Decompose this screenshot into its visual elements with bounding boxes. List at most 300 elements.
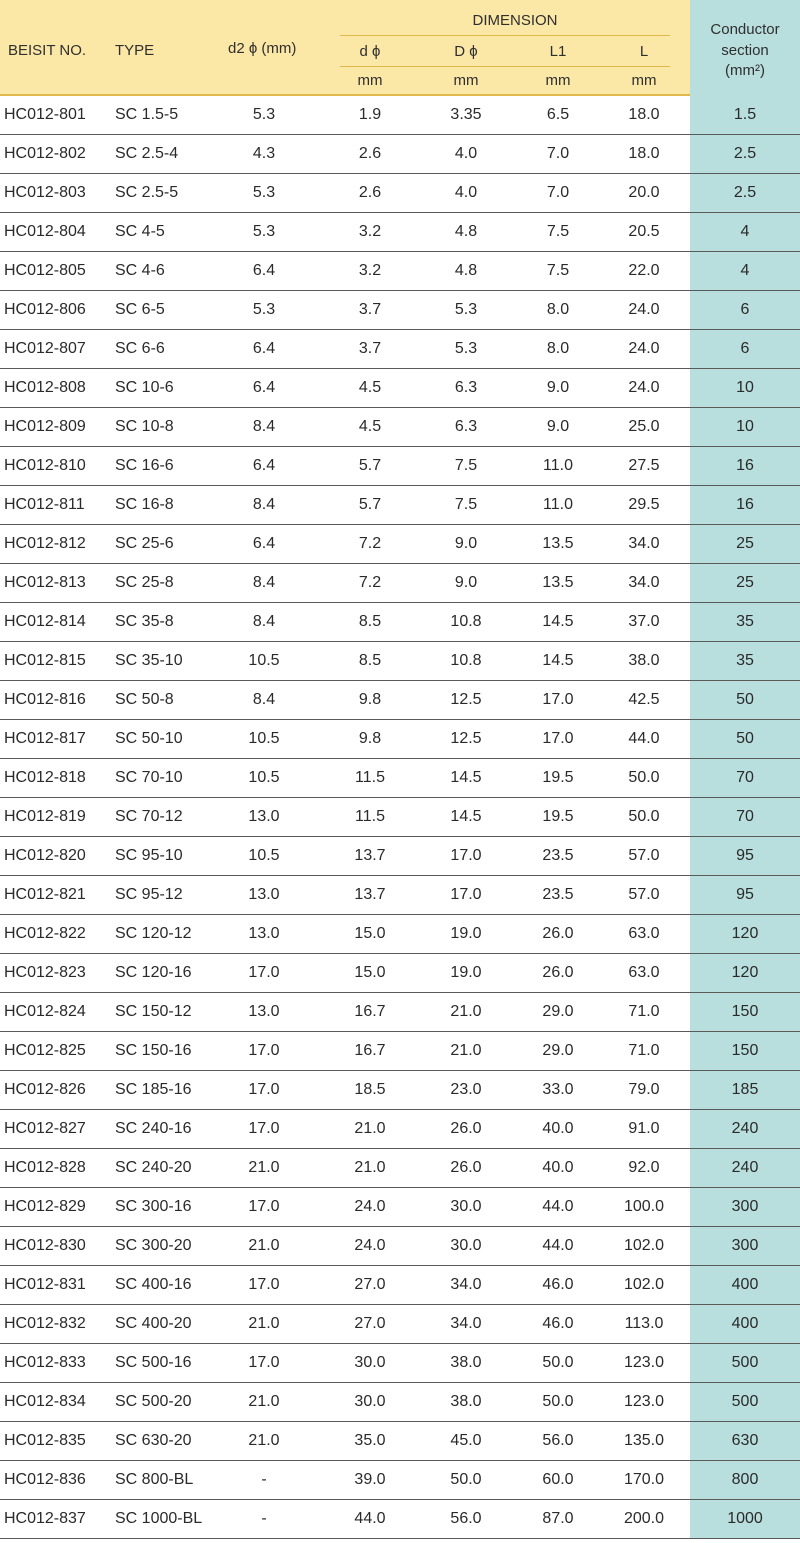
beisit-no-cell: HC012-803	[4, 184, 86, 201]
d-phi-cell: 8.5	[358, 613, 382, 630]
table-row	[0, 135, 800, 174]
type-cell: SC 50-10	[115, 730, 183, 747]
L1-cell: 7.5	[546, 262, 570, 279]
type-cell: SC 2.5-4	[115, 145, 179, 162]
d-phi-cell: 24.0	[354, 1198, 386, 1215]
table-row	[0, 759, 800, 798]
d2-cell: 10.5	[248, 769, 280, 786]
d2-cell: 17.0	[248, 1354, 280, 1371]
D-phi-cell: 12.5	[450, 691, 482, 708]
L1-cell: 9.0	[546, 418, 570, 435]
table-row	[0, 408, 800, 447]
beisit-no-cell: HC012-829	[4, 1198, 86, 1215]
d-phi-cell: 35.0	[354, 1432, 386, 1449]
beisit-no-cell: HC012-817	[4, 730, 86, 747]
L-cell: 170.0	[623, 1471, 665, 1488]
d-phi-cell: 5.7	[358, 457, 382, 474]
d-phi-cell: 3.2	[358, 262, 382, 279]
type-cell: SC 300-20	[115, 1237, 192, 1254]
L1-cell: 17.0	[542, 730, 574, 747]
d-phi-cell: 9.8	[358, 730, 382, 747]
type-cell: SC 400-20	[115, 1315, 192, 1332]
type-cell: SC 4-5	[115, 223, 165, 240]
beisit-no-cell: HC012-837	[4, 1510, 86, 1527]
header-d-phi: d ϕ	[359, 43, 381, 60]
L1-cell: 23.5	[542, 847, 574, 864]
d-phi-cell: 30.0	[354, 1354, 386, 1371]
type-cell: SC 70-10	[115, 769, 183, 786]
unit-L1: mm	[545, 72, 571, 89]
type-cell: SC 300-16	[115, 1198, 192, 1215]
header-L: L	[639, 43, 649, 60]
D-phi-cell: 14.5	[450, 769, 482, 786]
beisit-no-cell: HC012-801	[4, 106, 86, 123]
unit-D-phi: mm	[453, 72, 479, 89]
L1-cell: 7.0	[546, 184, 570, 201]
L-cell: 71.0	[628, 1003, 660, 1020]
conductor-cell: 10	[736, 418, 754, 435]
type-cell: SC 35-8	[115, 613, 174, 630]
table-row	[0, 1149, 800, 1188]
beisit-no-cell: HC012-825	[4, 1042, 86, 1059]
conductor-cell: 2.5	[733, 145, 757, 162]
L-cell: 34.0	[628, 574, 660, 591]
header-conductor-line2: section	[721, 42, 769, 59]
type-cell: SC 240-16	[115, 1120, 192, 1137]
D-phi-cell: 10.8	[450, 652, 482, 669]
L-cell: 38.0	[628, 652, 660, 669]
conductor-cell: 500	[731, 1393, 759, 1410]
d2-cell: 6.4	[252, 262, 276, 279]
conductor-cell: 4	[740, 223, 750, 240]
D-phi-cell: 38.0	[450, 1393, 482, 1410]
conductor-cell: 240	[731, 1120, 759, 1137]
beisit-no-cell: HC012-827	[4, 1120, 86, 1137]
beisit-no-cell: HC012-828	[4, 1159, 86, 1176]
d-phi-cell: 4.5	[358, 379, 382, 396]
d2-cell: 21.0	[248, 1237, 280, 1254]
L-cell: 25.0	[628, 418, 660, 435]
table-row	[0, 369, 800, 408]
d-phi-cell: 15.0	[354, 925, 386, 942]
d2-cell: 5.3	[252, 106, 276, 123]
d-phi-cell: 3.7	[358, 301, 382, 318]
L1-cell: 40.0	[542, 1159, 574, 1176]
table-row	[0, 1422, 800, 1461]
L-cell: 24.0	[628, 379, 660, 396]
d-phi-cell: 39.0	[354, 1471, 386, 1488]
D-phi-cell: 19.0	[450, 925, 482, 942]
L1-cell: 50.0	[542, 1393, 574, 1410]
table-row	[0, 564, 800, 603]
d2-cell: 17.0	[248, 964, 280, 981]
table-row	[0, 1188, 800, 1227]
conductor-cell: 10	[736, 379, 754, 396]
type-cell: SC 400-16	[115, 1276, 192, 1293]
D-phi-cell: 10.8	[450, 613, 482, 630]
table-row	[0, 1266, 800, 1305]
beisit-no-cell: HC012-830	[4, 1237, 86, 1254]
d2-cell: 8.4	[252, 613, 276, 630]
L-cell: 91.0	[628, 1120, 660, 1137]
beisit-no-cell: HC012-820	[4, 847, 86, 864]
header-d2: d2 ϕ (mm)	[228, 40, 297, 57]
L1-cell: 26.0	[542, 925, 574, 942]
table-row	[0, 603, 800, 642]
d2-cell: -	[261, 1471, 267, 1488]
conductor-cell: 2.5	[733, 184, 757, 201]
L-cell: 27.5	[628, 457, 660, 474]
L-cell: 71.0	[628, 1042, 660, 1059]
type-cell: SC 1.5-5	[115, 106, 179, 123]
type-cell: SC 800-BL	[115, 1471, 194, 1488]
L1-cell: 50.0	[542, 1354, 574, 1371]
d2-cell: 8.4	[252, 496, 276, 513]
L-cell: 200.0	[623, 1510, 665, 1527]
table-row	[0, 213, 800, 252]
beisit-no-cell: HC012-808	[4, 379, 86, 396]
table-row	[0, 954, 800, 993]
table-row	[0, 291, 800, 330]
beisit-no-cell: HC012-824	[4, 1003, 86, 1020]
d-phi-cell: 24.0	[354, 1237, 386, 1254]
conductor-cell: 95	[736, 847, 754, 864]
L-cell: 123.0	[623, 1393, 665, 1410]
D-phi-cell: 17.0	[450, 847, 482, 864]
table-row	[0, 876, 800, 915]
D-phi-cell: 56.0	[450, 1510, 482, 1527]
conductor-cell: 150	[731, 1042, 759, 1059]
beisit-no-cell: HC012-806	[4, 301, 86, 318]
D-phi-cell: 4.0	[454, 145, 478, 162]
table-row	[0, 1227, 800, 1266]
L-cell: 113.0	[624, 1315, 664, 1332]
d-phi-cell: 2.6	[358, 184, 382, 201]
L1-cell: 33.0	[542, 1081, 574, 1098]
table-row	[0, 96, 800, 135]
D-phi-cell: 26.0	[450, 1159, 482, 1176]
conductor-cell: 1.5	[733, 106, 757, 123]
d2-cell: 13.0	[248, 886, 280, 903]
L-cell: 20.0	[628, 184, 660, 201]
d-phi-cell: 2.6	[358, 145, 382, 162]
L-cell: 37.0	[628, 613, 660, 630]
type-cell: SC 35-10	[115, 652, 183, 669]
L-cell: 79.0	[628, 1081, 660, 1098]
type-cell: SC 50-8	[115, 691, 174, 708]
D-phi-cell: 26.0	[450, 1120, 482, 1137]
unit-d-phi: mm	[357, 72, 383, 89]
table-row	[0, 447, 800, 486]
D-phi-cell: 5.3	[454, 301, 478, 318]
conductor-cell: 800	[731, 1471, 759, 1488]
L1-cell: 11.0	[543, 457, 573, 474]
D-phi-cell: 6.3	[454, 379, 478, 396]
d2-cell: 21.0	[248, 1393, 280, 1410]
header-D-phi: D ϕ	[454, 43, 478, 60]
L1-cell: 8.0	[546, 301, 570, 318]
L1-cell: 26.0	[542, 964, 574, 981]
d2-cell: 17.0	[248, 1081, 280, 1098]
d2-cell: 21.0	[248, 1432, 280, 1449]
conductor-cell: 35	[736, 613, 754, 630]
d-phi-cell: 5.7	[358, 496, 382, 513]
d2-cell: 17.0	[248, 1276, 280, 1293]
L1-cell: 13.5	[542, 535, 574, 552]
conductor-cell: 120	[731, 925, 759, 942]
header-dimension: DIMENSION	[472, 12, 558, 29]
D-phi-cell: 9.0	[454, 574, 478, 591]
beisit-no-cell: HC012-835	[4, 1432, 86, 1449]
conductor-cell: 25	[736, 574, 754, 591]
d2-cell: 8.4	[252, 418, 276, 435]
L1-cell: 44.0	[542, 1198, 574, 1215]
d-phi-cell: 8.5	[358, 652, 382, 669]
d2-cell: 17.0	[248, 1198, 280, 1215]
D-phi-cell: 17.0	[450, 886, 482, 903]
d2-cell: -	[261, 1510, 267, 1527]
type-cell: SC 120-16	[115, 964, 192, 981]
D-phi-cell: 19.0	[450, 964, 482, 981]
conductor-cell: 95	[736, 886, 754, 903]
d-phi-cell: 27.0	[354, 1315, 386, 1332]
conductor-cell: 185	[731, 1081, 759, 1098]
d2-cell: 5.3	[252, 223, 276, 240]
L1-cell: 44.0	[542, 1237, 574, 1254]
table-row	[0, 915, 800, 954]
type-cell: SC 630-20	[115, 1432, 192, 1449]
beisit-no-cell: HC012-802	[4, 145, 86, 162]
beisit-no-cell: HC012-818	[4, 769, 86, 786]
type-cell: SC 2.5-5	[115, 184, 179, 201]
d2-cell: 4.3	[252, 145, 276, 162]
table-row	[0, 1461, 800, 1500]
d2-cell: 6.4	[252, 535, 276, 552]
conductor-cell: 1000	[727, 1510, 763, 1527]
beisit-no-cell: HC012-819	[4, 808, 86, 825]
L-cell: 18.0	[628, 106, 660, 123]
L1-cell: 87.0	[542, 1510, 574, 1527]
table-row	[0, 720, 800, 759]
conductor-cell: 240	[731, 1159, 759, 1176]
conductor-cell: 300	[731, 1237, 759, 1254]
L1-cell: 6.5	[546, 106, 570, 123]
table-row	[0, 1110, 800, 1149]
d2-cell: 17.0	[248, 1120, 280, 1137]
table-row	[0, 1071, 800, 1110]
d2-cell: 10.5	[248, 730, 280, 747]
L1-cell: 14.5	[542, 613, 574, 630]
beisit-no-cell: HC012-823	[4, 964, 86, 981]
beisit-no-cell: HC012-807	[4, 340, 86, 357]
beisit-no-cell: HC012-826	[4, 1081, 86, 1098]
L1-cell: 56.0	[542, 1432, 574, 1449]
type-cell: SC 25-6	[115, 535, 174, 552]
d-phi-cell: 11.5	[355, 808, 385, 825]
type-cell: SC 500-20	[115, 1393, 192, 1410]
L1-cell: 9.0	[546, 379, 570, 396]
L1-cell: 29.0	[542, 1003, 574, 1020]
L-cell: 57.0	[628, 886, 660, 903]
header-L1: L1	[549, 43, 567, 60]
table-row	[0, 798, 800, 837]
table-row	[0, 837, 800, 876]
d2-cell: 21.0	[248, 1159, 280, 1176]
d-phi-cell: 30.0	[354, 1393, 386, 1410]
header-beisit-no: BEISIT NO.	[8, 42, 87, 59]
table-row	[0, 1383, 800, 1422]
d2-cell: 5.3	[252, 184, 276, 201]
D-phi-cell: 4.8	[454, 262, 478, 279]
type-cell: SC 95-12	[115, 886, 183, 903]
L1-cell: 19.5	[542, 769, 574, 786]
L-cell: 22.0	[628, 262, 660, 279]
table-row	[0, 1500, 800, 1539]
D-phi-cell: 45.0	[450, 1432, 482, 1449]
conductor-cell: 150	[731, 1003, 759, 1020]
conductor-cell: 120	[731, 964, 759, 981]
d-phi-cell: 27.0	[354, 1276, 386, 1293]
d2-cell: 17.0	[248, 1042, 280, 1059]
D-phi-cell: 4.0	[454, 184, 478, 201]
d2-cell: 10.5	[248, 652, 280, 669]
beisit-no-cell: HC012-814	[4, 613, 86, 630]
d2-cell: 8.4	[252, 691, 276, 708]
table-row	[0, 642, 800, 681]
L1-cell: 11.0	[543, 496, 573, 513]
beisit-no-cell: HC012-834	[4, 1393, 86, 1410]
d-phi-cell: 11.5	[355, 769, 385, 786]
L1-cell: 8.0	[546, 340, 570, 357]
beisit-no-cell: HC012-831	[4, 1276, 86, 1293]
D-phi-cell: 38.0	[450, 1354, 482, 1371]
type-cell: SC 6-6	[115, 340, 165, 357]
L1-cell: 7.5	[546, 223, 570, 240]
L-cell: 63.0	[628, 925, 660, 942]
conductor-cell: 630	[731, 1432, 759, 1449]
L-cell: 100.0	[623, 1198, 665, 1215]
conductor-cell: 300	[731, 1198, 759, 1215]
type-cell: SC 6-5	[115, 301, 165, 318]
table-row	[0, 252, 800, 291]
header-conductor-line3: (mm²)	[725, 62, 765, 79]
table-header	[0, 0, 800, 96]
type-cell: SC 70-12	[115, 808, 183, 825]
L-cell: 42.5	[628, 691, 660, 708]
type-cell: SC 4-6	[115, 262, 165, 279]
L1-cell: 17.0	[542, 691, 574, 708]
header-type: TYPE	[115, 42, 155, 59]
conductor-cell: 25	[736, 535, 754, 552]
conductor-cell: 50	[736, 730, 754, 747]
D-phi-cell: 5.3	[454, 340, 478, 357]
beisit-no-cell: HC012-804	[4, 223, 86, 240]
d2-cell: 6.4	[252, 379, 276, 396]
type-cell: SC 150-16	[115, 1042, 192, 1059]
d2-cell: 6.4	[252, 457, 276, 474]
L1-cell: 46.0	[542, 1276, 574, 1293]
d-phi-cell: 16.7	[354, 1003, 386, 1020]
conductor-cell: 16	[736, 496, 754, 513]
L-cell: 20.5	[628, 223, 660, 240]
table-row	[0, 681, 800, 720]
table-row	[0, 525, 800, 564]
L-cell: 135.0	[623, 1432, 665, 1449]
beisit-no-cell: HC012-832	[4, 1315, 86, 1332]
conductor-cell: 6	[740, 301, 750, 318]
L1-cell: 13.5	[542, 574, 574, 591]
unit-L: mm	[631, 72, 657, 89]
beisit-no-cell: HC012-836	[4, 1471, 86, 1488]
L1-cell: 40.0	[542, 1120, 574, 1137]
L-cell: 50.0	[628, 808, 660, 825]
L-cell: 102.0	[623, 1276, 665, 1293]
d2-cell: 13.0	[248, 925, 280, 942]
beisit-no-cell: HC012-811	[4, 496, 85, 513]
conductor-cell: 400	[731, 1315, 759, 1332]
beisit-no-cell: HC012-809	[4, 418, 86, 435]
d-phi-cell: 18.5	[354, 1081, 386, 1098]
D-phi-cell: 50.0	[450, 1471, 482, 1488]
d-phi-cell: 21.0	[354, 1159, 386, 1176]
conductor-cell: 35	[736, 652, 754, 669]
L-cell: 24.0	[628, 301, 660, 318]
type-cell: SC 500-16	[115, 1354, 192, 1371]
header-unit-rule	[340, 66, 670, 67]
L-cell: 63.0	[628, 964, 660, 981]
d-phi-cell: 3.2	[358, 223, 382, 240]
d2-cell: 21.0	[248, 1315, 280, 1332]
D-phi-cell: 34.0	[450, 1315, 482, 1332]
beisit-no-cell: HC012-822	[4, 925, 86, 942]
conductor-cell: 70	[736, 808, 754, 825]
beisit-no-cell: HC012-816	[4, 691, 86, 708]
d-phi-cell: 4.5	[358, 418, 382, 435]
L-cell: 50.0	[628, 769, 660, 786]
conductor-cell: 500	[731, 1354, 759, 1371]
table-row	[0, 330, 800, 369]
type-cell: SC 95-10	[115, 847, 183, 864]
L-cell: 29.5	[628, 496, 660, 513]
conductor-cell: 50	[736, 691, 754, 708]
header-dimension-rule	[340, 35, 670, 36]
L1-cell: 19.5	[542, 808, 574, 825]
header-conductor-line1: Conductor	[710, 21, 780, 38]
beisit-no-cell: HC012-815	[4, 652, 86, 669]
type-cell: SC 10-6	[115, 379, 174, 396]
table-row	[0, 1344, 800, 1383]
L-cell: 57.0	[628, 847, 660, 864]
D-phi-cell: 7.5	[454, 496, 478, 513]
type-cell: SC 25-8	[115, 574, 174, 591]
L-cell: 18.0	[628, 145, 660, 162]
conductor-cell: 4	[740, 262, 750, 279]
table-row	[0, 486, 800, 525]
type-cell: SC 1000-BL	[115, 1510, 203, 1527]
L-cell: 92.0	[628, 1159, 660, 1176]
beisit-no-cell: HC012-810	[4, 457, 86, 474]
type-cell: SC 120-12	[115, 925, 192, 942]
D-phi-cell: 4.8	[454, 223, 478, 240]
table-body	[0, 96, 800, 1539]
d-phi-cell: 7.2	[358, 535, 382, 552]
D-phi-cell: 7.5	[454, 457, 478, 474]
L1-cell: 7.0	[546, 145, 570, 162]
L1-cell: 29.0	[542, 1042, 574, 1059]
L-cell: 44.0	[628, 730, 660, 747]
d2-cell: 13.0	[248, 808, 280, 825]
conductor-cell: 400	[731, 1276, 759, 1293]
